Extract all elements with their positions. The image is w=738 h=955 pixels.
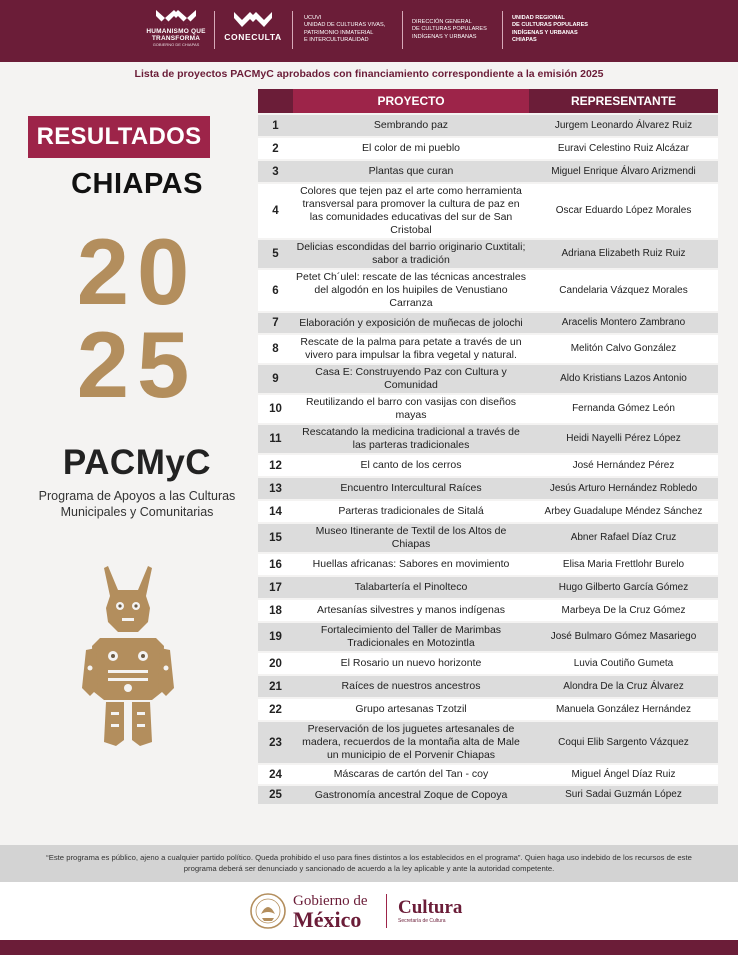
table-row (258, 138, 718, 159)
table-row (258, 653, 718, 674)
row-project: Sembrando paz (373, 119, 449, 132)
org-line: CHIAPAS (512, 36, 537, 43)
row-number: 25 (269, 789, 282, 801)
cultura-title: Cultura (398, 897, 463, 918)
row-number: 9 (272, 373, 279, 385)
header-number-cell (258, 89, 293, 113)
results-badge: RESULTADOS (28, 116, 210, 158)
row-representative: Miguel Enrique Álvaro Arizmendi (551, 165, 696, 177)
program-line: Municipales y Comunitarias (60, 504, 214, 519)
org-line: UNIDAD REGIONAL (512, 15, 565, 21)
row-project: Rescatando la medicina tradicional a través de las parteras tradicionales (302, 426, 520, 451)
table-row (258, 313, 718, 333)
row-representative: Fernanda Gómez León (572, 403, 675, 414)
row-representative: Coqui Elib Sargento Vázquez (558, 736, 689, 748)
row-number: 22 (269, 703, 282, 716)
row-number: 19 (269, 631, 282, 643)
table-header (258, 89, 718, 113)
org-line: DE CULTURAS POPULARES (512, 22, 589, 29)
table-row (258, 524, 718, 552)
chiapas-logo (142, 8, 210, 47)
org-line: PATRIMONIO INMATERIAL (304, 29, 374, 36)
table-row (258, 335, 718, 363)
year-top: 20 (76, 219, 198, 324)
header-representative: REPRESENTANTE (529, 89, 718, 113)
table-row (258, 554, 718, 575)
row-representative: Alondra De la Cruz Álvarez (563, 680, 684, 692)
row-number: 20 (269, 657, 282, 670)
table-row (258, 623, 718, 651)
row-representative: Jesús Arturo Hernández Robledo (549, 482, 698, 494)
row-project: Preservación de los juguetes artesanales de madera, recuerdos de la montaña alta de Male un municipio de el Porvenir Chiapas (302, 723, 520, 761)
row-number: 17 (269, 581, 282, 594)
table-row (258, 395, 718, 423)
row-number: 21 (269, 680, 282, 693)
table-row (258, 722, 718, 763)
row-number: 18 (269, 604, 282, 617)
table-row (258, 184, 718, 238)
logo1-line1: HUMANISMO QUE (146, 28, 206, 35)
logo1-small: GOBIERNO DE CHIAPAS (152, 42, 200, 47)
org-line: DIRECCIÓN GENERAL (412, 19, 472, 25)
row-number: 24 (269, 768, 282, 781)
row-number: 1 (272, 119, 279, 132)
projects-table (258, 89, 718, 806)
org-dgcpiu (412, 19, 487, 41)
table-row (258, 676, 718, 697)
national-seal-icon (249, 892, 287, 930)
row-number: 8 (272, 343, 279, 355)
table-row (258, 270, 718, 311)
row-representative: Elisa Maria Frettlohr Burelo (562, 558, 685, 570)
row-number: 7 (272, 317, 279, 329)
row-representative: Hugo Gilberto García Gómez (558, 581, 689, 593)
row-project: El Rosario un nuevo horizonte (340, 657, 482, 670)
row-number: 16 (269, 558, 282, 571)
row-project: Gastronomía ancestral Zoque de Copoya (314, 788, 508, 801)
chiapas-emblem-icon (153, 8, 199, 28)
row-number: 4 (272, 205, 279, 217)
row-number: 5 (272, 248, 279, 260)
gobierno-logo-text (293, 893, 368, 931)
table-row (258, 765, 718, 784)
row-representative: Euravi Celestino Ruiz Alcázar (557, 142, 690, 154)
coneculta-logo (224, 8, 282, 42)
row-representative: Heidi Nayelli Pérez López (566, 433, 681, 444)
row-number: 12 (269, 459, 282, 472)
cultura-logo (398, 898, 462, 924)
row-number: 10 (269, 403, 282, 415)
row-project: Colores que tejen paz el arte como herramienta transversal para promover la cultura de paz en las comunidades educativas del sur de San Cristobal (300, 185, 522, 236)
row-representative: Aldo Kristians Lazos Antonio (560, 373, 687, 384)
table-row (258, 455, 718, 476)
row-representative: Arbey Guadalupe Méndez Sánchez (544, 505, 703, 517)
row-number: 6 (272, 284, 279, 297)
row-representative: Jurgem Leonardo Álvarez Ruiz (554, 119, 693, 131)
table-row (258, 115, 718, 136)
org-unidad-regional (512, 15, 588, 44)
header-divider (402, 11, 403, 49)
row-representative: Marbeya De la Cruz Gómez (561, 604, 686, 616)
row-representative: Miguel Ángel Díaz Ruiz (571, 768, 676, 780)
header-divider (502, 11, 503, 49)
org-line: INDÍGENAS Y URBANAS (512, 29, 578, 36)
row-project: Raíces de nuestros ancestros (341, 680, 481, 693)
org-line: UNIDAD DE CULTURAS VIVAS, (304, 22, 386, 29)
row-project: Museo Itinerante de Textil de los Altos de Chiapas (315, 525, 507, 550)
bottom-bar (0, 940, 738, 955)
row-project: Máscaras de cartón del Tan - coy (333, 768, 489, 781)
program-description (28, 489, 246, 520)
program-name: PACMyC (62, 443, 212, 482)
row-number: 15 (269, 532, 282, 544)
table-row (258, 240, 718, 268)
row-number: 3 (272, 165, 279, 178)
row-project: Talabartería el Pinolteco (354, 581, 468, 594)
row-project: El canto de los cerros (360, 459, 462, 472)
row-representative: José Bulmaro Gómez Masariego (550, 631, 697, 642)
table-row (258, 425, 718, 453)
row-project: Casa E: Construyendo Paz con Cultura y Comunidad (315, 366, 507, 391)
row-representative: Aracelis Montero Zambrano (561, 317, 686, 328)
page-subtitle: Lista de proyectos PACMyC aprobados con financiamiento correspondiente a la emisión 2025 (134, 68, 604, 80)
org-line: E INTERCULTURALIDAD (304, 36, 369, 43)
row-representative: Melitón Calvo González (570, 343, 677, 354)
table-row (258, 478, 718, 499)
row-representative: Abner Rafael Díaz Cruz (570, 532, 677, 543)
coneculta-emblem-icon (231, 8, 275, 30)
logo2-name: CONECULTA (224, 32, 282, 42)
legal-disclaimer: “Este programa es público, ajeno a cualquier partido político. Queda prohibido el uso para fines distintos a los establecidos en el programa”. Quien haga uso indebido de los recursos de este programa deberá ser denunciado y sancionado de acuerdo a la ley aplicable y ante la autoridad competente. (0, 845, 738, 882)
government-footer (0, 882, 738, 940)
cultura-subtitle: Secretaría de Cultura (398, 918, 446, 924)
row-project: Petet Ch´ulel: rescate de las técnicas ancestrales del algodón en los huipiles de Venustiano Carranza (296, 271, 526, 309)
row-project: Huellas africanas: Sabores en movimiento (312, 558, 510, 571)
header-divider (214, 11, 215, 49)
row-project: Elaboración y exposición de muñecas de jolochi (299, 316, 523, 329)
row-project: Fortalecimiento del Taller de Marimbas Tradicionales en Motozintla (320, 624, 502, 649)
row-project: Parteras tradicionales de Sitalá (338, 505, 484, 518)
row-representative: Adriana Elizabeth Ruiz Ruiz (561, 248, 686, 259)
tribal-figure-icon (78, 560, 178, 750)
row-project: Artesanías silvestres y manos indígenas (317, 604, 505, 617)
table-row (258, 786, 718, 804)
table-row (258, 577, 718, 598)
row-project: Delicias escondidas del barrio originario Cuxtitali; sabor a tradición (296, 241, 526, 266)
table-row (258, 161, 718, 182)
row-number: 23 (269, 736, 282, 749)
row-representative: Candelaria Vázquez Morales (559, 284, 688, 296)
table-row (258, 600, 718, 621)
row-project: El color de mi pueblo (361, 142, 461, 155)
logo1-line2: TRANSFORMA (151, 35, 201, 42)
row-project: Reutilizando el barro con vasijas con diseños mayas (305, 396, 517, 421)
row-representative: Oscar Eduardo López Morales (555, 205, 692, 216)
row-number: 13 (269, 482, 282, 495)
row-representative: José Hernández Pérez (572, 459, 675, 471)
row-representative: Suri Sadai Guzmán López (565, 789, 682, 800)
org-line: UCUVI (304, 15, 322, 21)
header-bar (0, 0, 738, 62)
row-project: Plantas que curan (368, 165, 454, 178)
table-body (258, 115, 718, 804)
header-project: PROYECTO (293, 89, 529, 113)
table-row (258, 365, 718, 393)
gob-line1: Gobierno de (293, 893, 368, 909)
row-project: Encuentro Intercultural Raíces (340, 482, 482, 495)
org-line: DE CULTURAS POPULARES (412, 26, 487, 33)
row-project: Rescate de la palma para petate a través de un vivero para impulsar la fibra vegetal y natural. (300, 336, 522, 361)
table-row (258, 699, 718, 720)
gob-line2: México (293, 907, 362, 932)
row-representative: Manuela González Hernández (555, 703, 692, 715)
org-line: INDÍGENAS Y URBANAS (412, 33, 477, 40)
row-number: 2 (272, 142, 279, 155)
row-representative: Luvia Coutiño Gumeta (573, 657, 674, 669)
row-project: Grupo artesanas Tzotzil (355, 703, 467, 716)
state-title: CHIAPAS (71, 168, 203, 200)
row-number: 11 (269, 433, 282, 445)
table-row (258, 501, 718, 522)
footer-divider (386, 894, 387, 928)
program-line: Programa de Apoyos a las Culturas (38, 489, 236, 503)
row-number: 14 (269, 505, 282, 518)
year-bottom: 25 (76, 312, 198, 417)
header-divider (292, 11, 293, 49)
org-ucuvi (304, 15, 385, 44)
